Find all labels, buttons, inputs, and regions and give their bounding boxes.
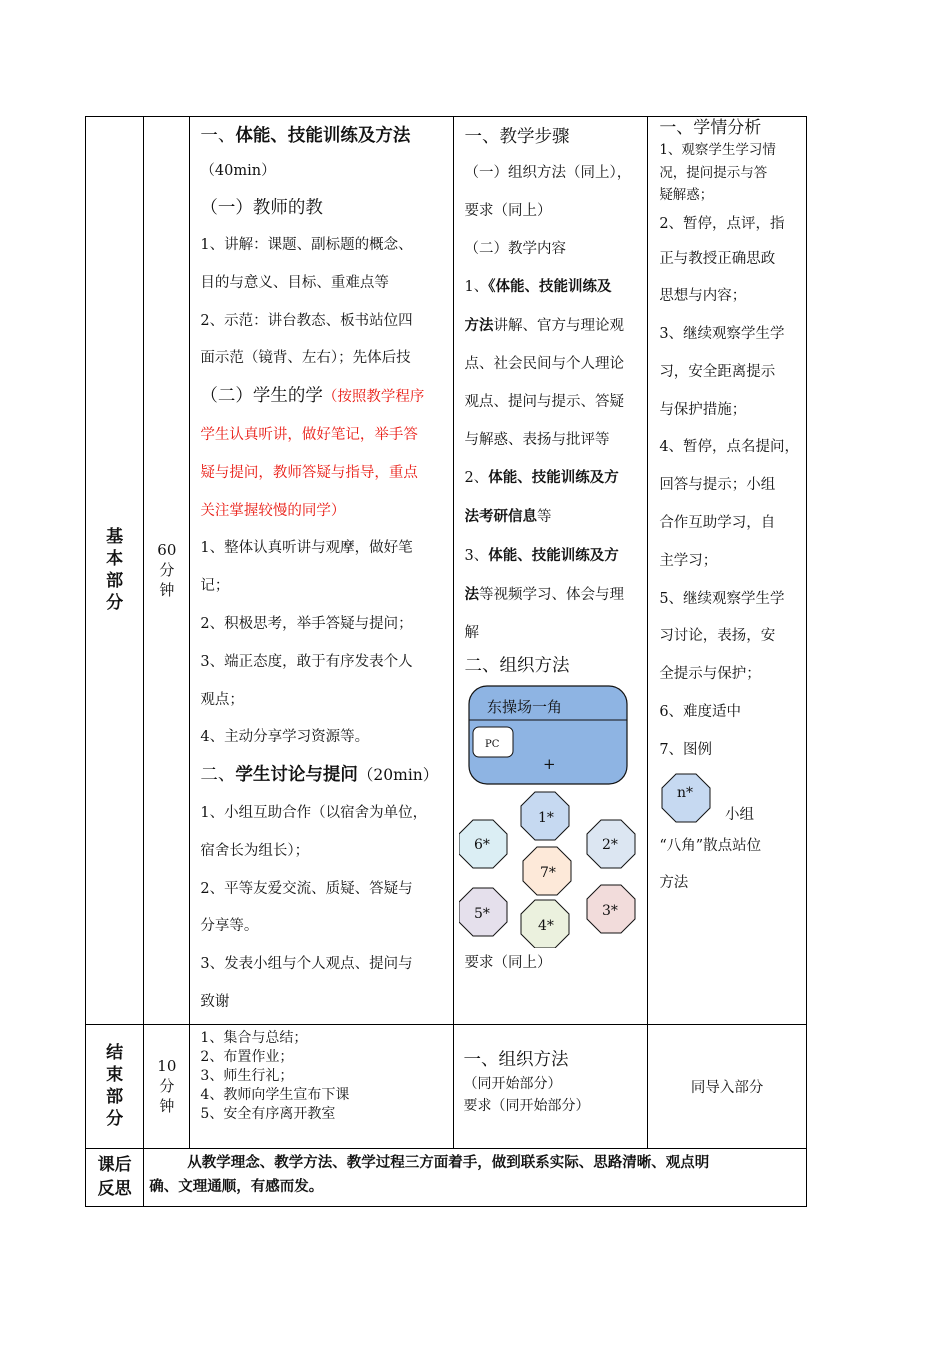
student-item: 记；	[200, 578, 230, 595]
ending-section-label	[86, 1024, 144, 1148]
ending-time-label	[144, 1024, 190, 1148]
label-line: 课后	[97, 1155, 132, 1176]
time-char: 10	[157, 1057, 177, 1076]
legend-svg	[659, 770, 809, 828]
steps-requirement: 要求（同上）	[464, 955, 552, 972]
analysis-line: 回答与提示；小组	[659, 477, 776, 494]
basic-analysis-cell	[648, 117, 807, 1025]
discussion-item: 1、小组互助合作（以宿舍为单位，	[200, 804, 428, 821]
analysis-line: 4、暂停，点名提问，	[659, 439, 800, 456]
legend	[659, 770, 802, 828]
student-item: 4、主动分享学习资源等。	[200, 729, 370, 746]
steps-line: 方法讲解、官方与理论观	[464, 317, 625, 335]
field-label: 东操场一角	[486, 698, 562, 717]
ending-req-line: 要求（同开始部分）	[463, 1097, 590, 1114]
label-char: 分	[106, 1109, 124, 1130]
ending-item: 2、布置作业；	[200, 1048, 294, 1065]
analysis-line: 1、观察学生学习情	[659, 142, 776, 158]
ending-org-heading: 一、组织方法	[463, 1049, 569, 1070]
legend-description: “八角”散点站位	[659, 837, 762, 854]
group-5-label: 5*	[473, 906, 490, 923]
reflection-line: 从教学理念、教学方法、教学过程三方面着手，做到联系实际、思路清晰、观点明	[187, 1153, 710, 1171]
label-char: 基	[106, 527, 124, 548]
basic-section-row	[86, 117, 807, 1025]
steps-line: 点、社会民间与个人理论	[464, 355, 625, 372]
steps-line: 要求（同上）	[464, 202, 552, 219]
label-line: 反思	[97, 1179, 132, 1200]
analysis-line: 5、继续观察学生学	[659, 590, 785, 607]
student-item: 观点；	[200, 691, 244, 708]
analysis-line: 主学习；	[659, 552, 718, 569]
red-note: 疑与提问，教师答疑与指导，重点	[200, 464, 418, 481]
discussion-item: 3、发表小组与个人观点、提问与	[200, 956, 413, 973]
label-char: 部	[106, 1087, 124, 1108]
student-item: 2、积极思考，举手答疑与提问；	[200, 615, 413, 632]
analysis-line: 7、图例	[659, 741, 713, 758]
reflection-label	[86, 1148, 144, 1206]
discussion-item: 分享等。	[200, 918, 259, 935]
analysis-line: 习讨论，表扬，安	[659, 628, 776, 645]
group-4-label: 4*	[537, 918, 554, 935]
label-char: 本	[106, 549, 124, 570]
section-one-heading: 一、体能、技能训练及方法	[200, 126, 411, 146]
steps-line: 3、体能、技能训练及方	[464, 546, 619, 564]
steps-line: 法考研信息等	[464, 508, 552, 526]
ending-item: 4、教师向学生宣布下课	[200, 1086, 350, 1103]
formation-diagram	[459, 680, 649, 948]
label-char: 结	[106, 1043, 124, 1064]
organization-heading: 二、组织方法	[464, 656, 570, 677]
ending-right-text: 同导入部分	[690, 1079, 764, 1096]
analysis-line: 与保护措施；	[659, 401, 747, 418]
student-item: 1、整体认真听讲与观摩，做好笔	[200, 540, 413, 557]
analysis-line: 3、继续观察学生学	[659, 326, 785, 343]
lesson-plan-page	[85, 116, 807, 1207]
reflection-content	[144, 1148, 807, 1206]
analysis-line: 6、难度适中	[659, 704, 742, 721]
teacher-item: 2、示范：讲台教态、板书站位四	[200, 312, 413, 329]
student-heading: （二）学生的学（按照教学程序	[200, 386, 425, 407]
reflection-line: 确、文理通顺，有感而发。	[149, 1177, 324, 1195]
steps-line: 观点、提问与提示、答疑	[464, 393, 625, 410]
ending-section-row	[86, 1024, 807, 1148]
steps-content-heading: （二）教学内容	[464, 240, 567, 257]
basic-steps-cell	[453, 117, 648, 1025]
analysis-line: 全提示与保护；	[659, 666, 761, 683]
discussion-item: 致谢	[200, 993, 230, 1010]
ending-right-cell	[648, 1024, 807, 1148]
legend-symbol: n*	[677, 784, 694, 801]
time-char: 分	[159, 1077, 175, 1096]
formation-svg	[459, 680, 649, 948]
time-char: 钟	[159, 1097, 175, 1116]
time-char: 60	[157, 541, 177, 560]
label-char: 部	[106, 571, 124, 592]
time-char: 分	[159, 561, 175, 580]
teacher-item: 目的与意义、目标、重难点等	[200, 274, 389, 291]
ending-org-cell	[453, 1024, 648, 1148]
steps-line: 解	[464, 624, 480, 641]
discussion-item: 2、平等友爱交流、质疑、答疑与	[200, 880, 413, 897]
red-note: 学生认真听讲，做好笔记，举手答	[200, 426, 418, 443]
teacher-heading: （一）教师的教	[200, 198, 323, 218]
teacher-item: 面示范（镜背、左右）；先体后技	[200, 350, 411, 367]
analysis-line: 2、暂停，点评，指	[659, 215, 785, 232]
lesson-plan-table	[85, 116, 807, 1207]
analysis-line: 况，提问提示与答	[659, 164, 768, 181]
basic-content-cell	[190, 117, 453, 1025]
section-one-time: （40min）	[200, 163, 276, 179]
reflection-row	[86, 1148, 807, 1206]
steps-line: 2、体能、技能训练及方	[464, 469, 619, 487]
ending-item: 3、师生行礼；	[200, 1067, 294, 1084]
pc-label: PC	[484, 739, 499, 751]
group-7-label: 7*	[539, 865, 556, 882]
ending-item: 1、集合与总结；	[200, 1029, 308, 1046]
teacher-item: 1、讲解：课题、副标题的概念、	[200, 237, 413, 253]
ending-item: 5、安全有序离开教室	[200, 1105, 336, 1122]
group-3-label: 3*	[601, 903, 618, 920]
group-1-label: 1*	[537, 810, 554, 827]
steps-line: 法等视频学习、体会与理	[464, 585, 625, 603]
steps-line: （一）组织方法（同上），	[464, 165, 632, 181]
legend-text: 小组	[725, 806, 755, 823]
analysis-line: 习，安全距离提示	[659, 363, 776, 380]
group-6-label: 6*	[473, 837, 490, 854]
group-2-label: 2*	[601, 837, 618, 854]
section-two-heading: 二、学生讨论与提问（20min）	[200, 765, 439, 786]
steps-line: 与解惑、表扬与批评等	[464, 431, 610, 448]
label-char: 分	[106, 593, 124, 614]
ending-content-cell	[190, 1024, 453, 1148]
analysis-line: 疑解惑；	[659, 187, 714, 203]
time-char: 钟	[159, 581, 175, 600]
ending-org-line: （同开始部分）	[463, 1075, 562, 1092]
student-item: 3、端正态度，敢于有序发表个人	[200, 653, 413, 670]
analysis-line: 思想与内容；	[659, 288, 747, 305]
basic-section-label	[86, 117, 144, 1025]
analysis-line: 合作互助学习，自	[659, 515, 776, 532]
red-note: 关注掌握较慢的同学）	[200, 502, 346, 519]
legend-description: 方法	[659, 875, 689, 892]
analysis-heading: 一、学情分析	[659, 118, 762, 138]
label-char: 束	[106, 1065, 124, 1086]
steps-line: 1、《体能、技能训练及	[464, 278, 612, 296]
teacher-marker: +	[542, 755, 556, 774]
discussion-item: 宿舍长为组长）；	[200, 842, 310, 859]
steps-heading: 一、教学步骤	[464, 127, 570, 147]
basic-time-label	[144, 117, 190, 1025]
analysis-line: 正与教授正确思政	[659, 250, 776, 267]
